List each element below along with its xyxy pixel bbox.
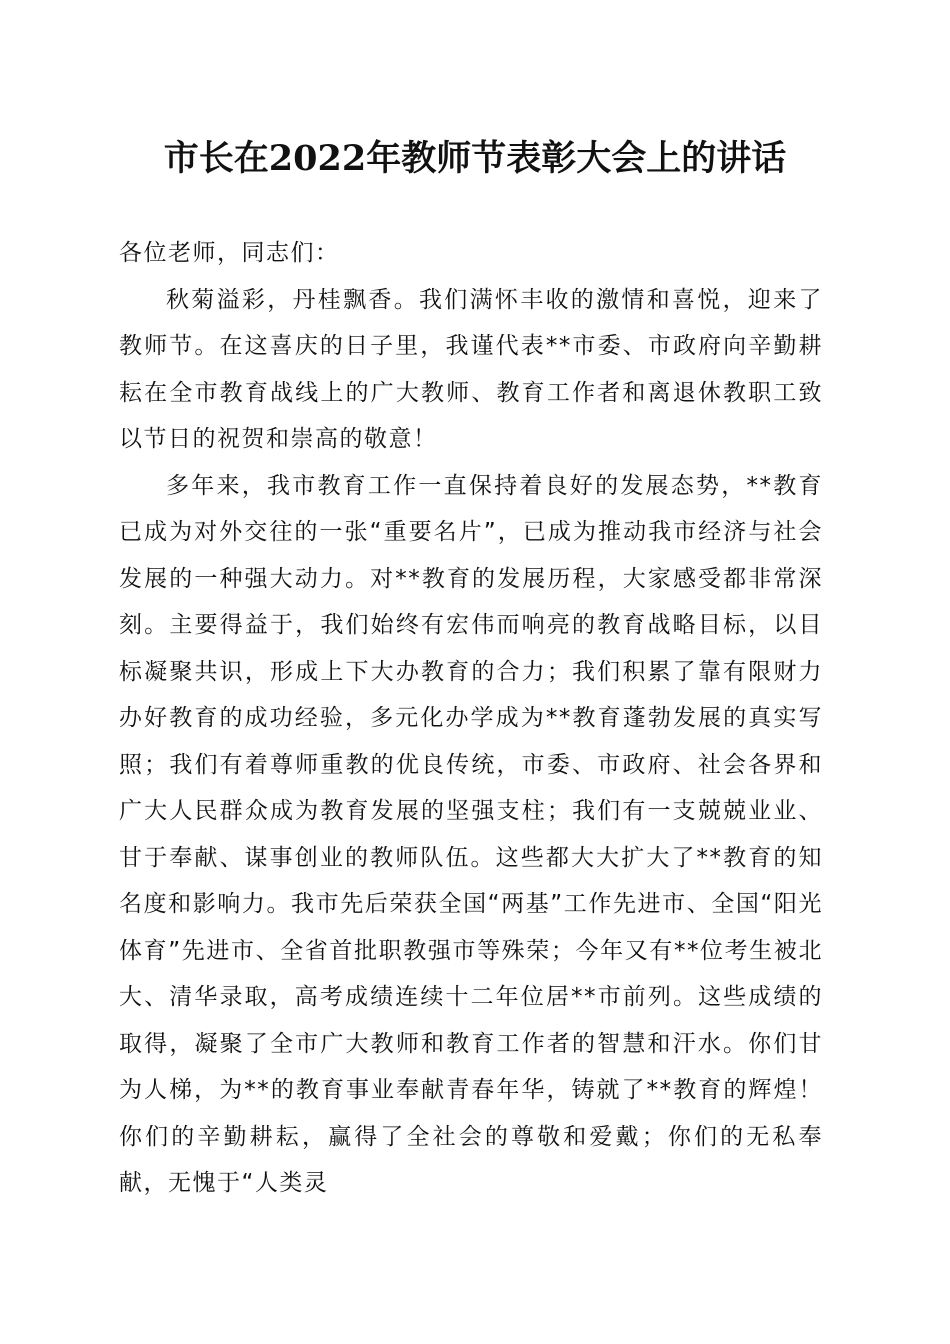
salutation: 各位老师，同志们： [119, 240, 340, 266]
document-title: 市长在2022年教师节表彰大会上的讲话 [163, 138, 787, 179]
document-body [119, 230, 823, 1207]
paragraph-1: 秋菊溢彩，丹桂飘香。我们满怀丰收的激情和喜悦，迎来了教师节。在这喜庆的日子里，我谨代表**市委、市政府向辛勤耕耘在全市教育战线上的广大教师、教育工作者和离退休教职工致以节日的祝贺和崇高的敬意！ [119, 286, 823, 452]
paragraph-2: 多年来，我市教育工作一直保持着良好的发展态势，**教育已成为对外交往的一张“重要名片”，已成为推动我市经济与社会发展的一种强大动力。对**教育的发展历程，大家感受都非常深刻。主要得益于，我们始终有宏伟而响亮的教育战略目标，以目标凝聚共识，形成上下大办教育的合力；我们积累了靠有限财力办好教育的成功经验，多元化办学成为**教育蓬勃发展的真实写照；我们有着尊师重教的优良传统，市委、市政府、社会各界和广大人民群众成为教育发展的坚强支柱；我们有一支兢兢业业、甘于奉献、谋事创业的教师队伍。这些都大大扩大了**教育的知名度和影响力。我市先后荣获全国“两基”工作先进市、全国“阳光体育”先进市、全省首批职教强市等殊荣；今年又有**位考生被北大、清华录取，高考成绩连续十二年位居**市前列。这些成绩的取得，凝聚了全市广大教师和教育工作者的智慧和汗水。你们甘为人梯，为**的教育事业奉献青春年华，铸就了**教育的辉煌！你们的辛勤耕耘，赢得了全社会的尊敬和爱戴；你们的无私奉献，无愧于“人类灵 [119, 472, 823, 1196]
